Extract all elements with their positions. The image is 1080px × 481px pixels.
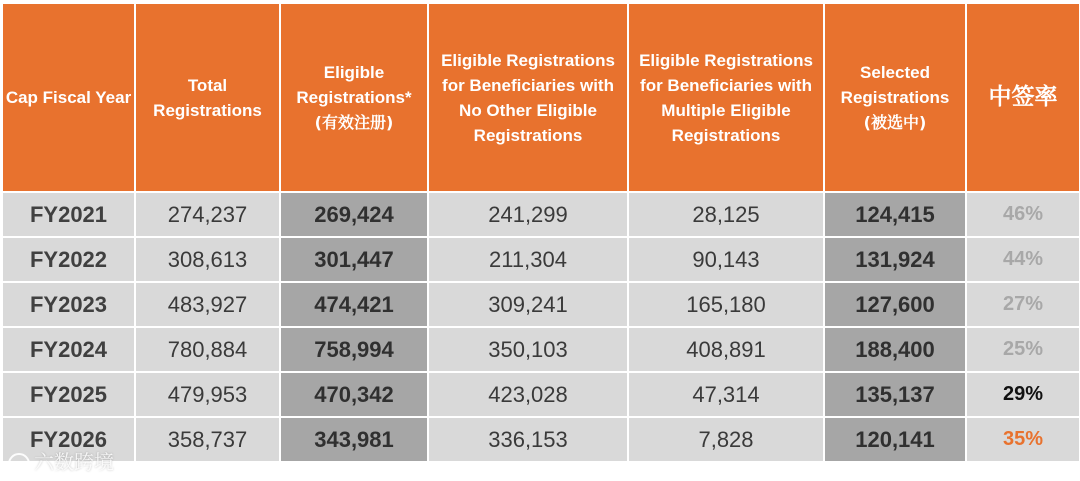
cell-multiple: 47,314: [628, 372, 824, 417]
cell-no-other: 241,299: [428, 192, 628, 237]
cell-selected: 135,137: [824, 372, 966, 417]
watermark-text: 六数跨境: [34, 450, 114, 474]
table-row: [2, 237, 1080, 282]
cell-fiscal-year: FY2025: [2, 372, 135, 417]
cell-no-other: 336,153: [428, 417, 628, 462]
header-row: [2, 3, 1080, 192]
cell-fiscal-year: FY2024: [2, 327, 135, 372]
cell-rate: 25%: [966, 327, 1080, 372]
cell-selected: 120,141: [824, 417, 966, 462]
cell-rate: 29%: [966, 372, 1080, 417]
cell-multiple: 28,125: [628, 192, 824, 237]
header-selection-rate: 中签率: [966, 3, 1080, 192]
cell-fiscal-year: FY2022: [2, 237, 135, 282]
cell-total: 780,884: [135, 327, 280, 372]
table-row: [2, 192, 1080, 237]
cell-no-other: 309,241: [428, 282, 628, 327]
header-no-other-eligible: Eligible Registrations for Beneficiaries with No Other Eligible Registrations: [428, 3, 628, 192]
table-row: [2, 327, 1080, 372]
cell-multiple: 90,143: [628, 237, 824, 282]
h1b-registration-table: [1, 2, 1080, 463]
cell-total: 483,927: [135, 282, 280, 327]
table-row: [2, 282, 1080, 327]
cell-fiscal-year: FY2023: [2, 282, 135, 327]
cell-eligible: 470,342: [280, 372, 428, 417]
cell-multiple: 7,828: [628, 417, 824, 462]
cell-selected: 188,400: [824, 327, 966, 372]
cell-multiple: 165,180: [628, 282, 824, 327]
cell-eligible: 269,424: [280, 192, 428, 237]
cell-no-other: 211,304: [428, 237, 628, 282]
cell-total: 308,613: [135, 237, 280, 282]
cell-selected: 124,415: [824, 192, 966, 237]
table-row: [2, 417, 1080, 462]
cell-selected: 127,600: [824, 282, 966, 327]
cell-selected: 131,924: [824, 237, 966, 282]
cell-eligible: 343,981: [280, 417, 428, 462]
header-fiscal-year: Cap Fiscal Year: [2, 3, 135, 192]
cell-no-other: 350,103: [428, 327, 628, 372]
cell-multiple: 408,891: [628, 327, 824, 372]
cell-rate: 44%: [966, 237, 1080, 282]
cell-total: 274,237: [135, 192, 280, 237]
header-multiple-eligible: Eligible Registrations for Beneficiaries with Multiple Eligible Registrations: [628, 3, 824, 192]
cell-fiscal-year: FY2026: [2, 417, 135, 462]
cell-rate: 35%: [966, 417, 1080, 462]
header-selected-label: Selected Registrations: [840, 63, 950, 107]
cell-total: 479,953: [135, 372, 280, 417]
cell-rate: 46%: [966, 192, 1080, 237]
header-selected-registrations: [824, 3, 966, 192]
header-selected-zh: (被选中): [863, 113, 927, 132]
cell-no-other: 423,028: [428, 372, 628, 417]
cell-eligible: 301,447: [280, 237, 428, 282]
header-eligible-registrations: [280, 3, 428, 192]
header-total-registrations: Total Registrations: [135, 3, 280, 192]
header-eligible-label: Eligible Registrations*: [296, 63, 412, 107]
cell-fiscal-year: FY2021: [2, 192, 135, 237]
cell-rate: 27%: [966, 282, 1080, 327]
cell-eligible: 758,994: [280, 327, 428, 372]
cell-eligible: 474,421: [280, 282, 428, 327]
header-eligible-zh: (有效注册): [314, 113, 394, 132]
cell-total: 358,737: [135, 417, 280, 462]
table-body: [2, 192, 1080, 462]
table-row: [2, 372, 1080, 417]
